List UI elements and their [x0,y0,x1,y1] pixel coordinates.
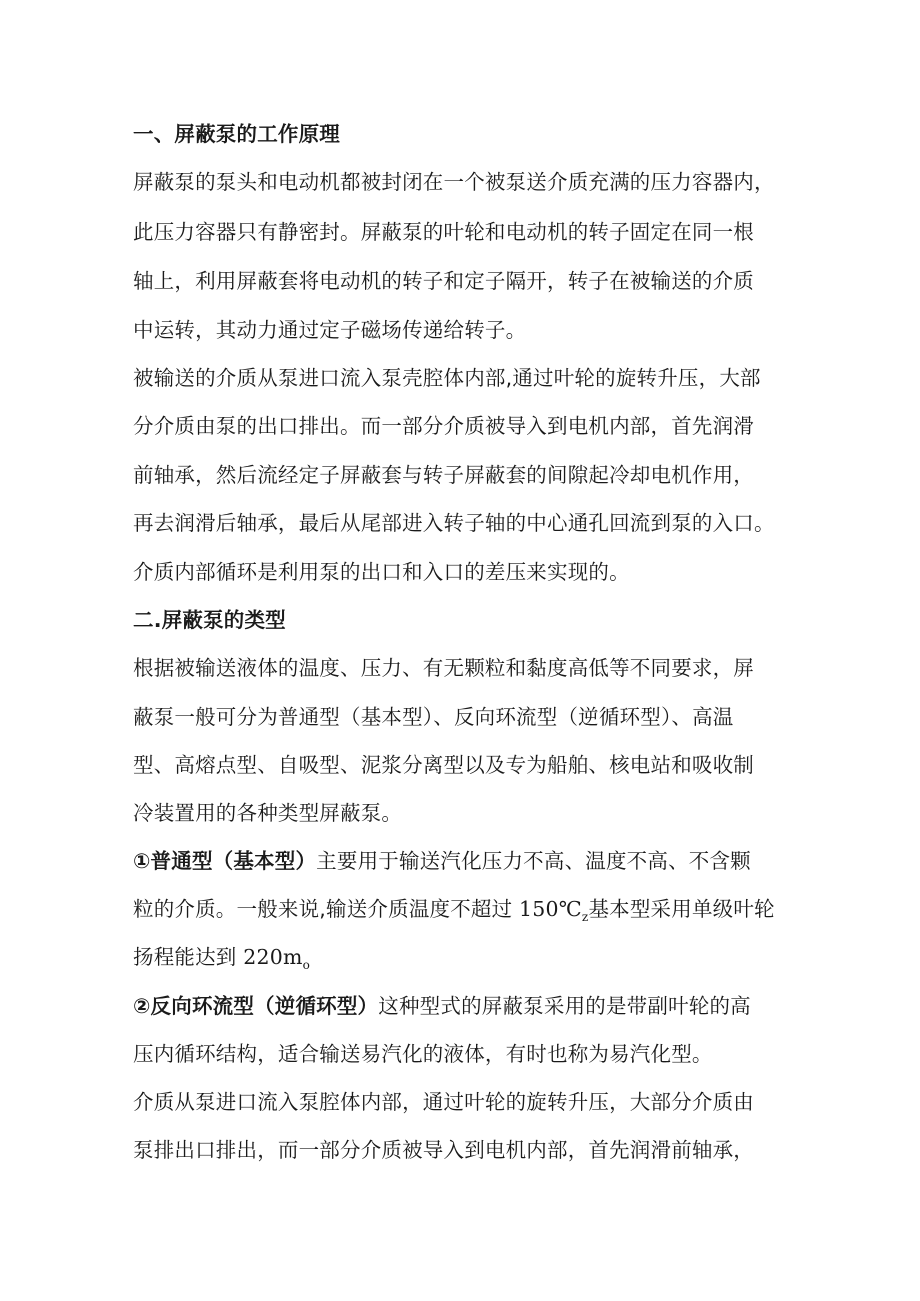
type-item-reverse [133,991,751,1021]
type-item-title: ②反向环流型（逆循环型） [133,994,379,1018]
paragraph-line: 蔽泵一般可分为普通型（基本型）、反向环流型（逆循环型）、高温 [133,705,734,729]
paragraph-line: 前轴承，然后流经定子屏蔽套与转子屏蔽套的间隙起冷却电机作用， [133,463,754,487]
paragraph-line: 中运转，其动力通过定子磁场传递给转子。 [133,318,527,342]
paragraph-line: 型、高熔点型、自吸型、泥浆分离型以及专为船舶、核电站和吸收制 [133,753,754,777]
text-run: 粒的介质。一般来说,输送介质温度不超过 [133,897,520,921]
subscript-mark: o [302,958,311,973]
type-item-text: 这种型式的屏蔽泵采用的是带副叶轮的高 [378,994,751,1018]
section2-heading: 二.屏蔽泵的类型 [133,608,286,632]
paragraph-line: 泵排出口排出，而一部分介质被导入到电机内部，首先润滑前轴承， [133,1138,754,1162]
paragraph-line: 轴上，利用屏蔽套将电动机的转子和定子隔开，转子在被输送的介质 [133,269,754,293]
paragraph-line: 分介质由泵的出口排出。而一部分介质被导入到电机内部，首先润滑 [133,414,754,438]
text-run: 扬程能达到 [133,945,244,969]
text-run: 基本型采用单级叶轮 [588,897,775,921]
paragraph-line: 冷装置用的各种类型屏蔽泵。 [133,801,403,825]
head-value: 220m [243,945,303,969]
paragraph-line: 被输送的介质从泵进口流入泵壳腔体内部,通过叶轮的旋转升压，大部 [133,366,761,390]
paragraph-line: 此压力容器只有静密封。屏蔽泵的叶轮和电动机的转子固定在同一根 [133,220,754,244]
paragraph-line [133,942,310,980]
paragraph-line: 屏蔽泵的泵头和电动机都被封闭在一个被泵送介质充满的压力容器内， [133,170,775,194]
paragraph-line: 再去润滑后轴承，最后从尾部进入转子轴的中心通孔回流到泵的入口。 [133,511,775,535]
type-item-title: ①普通型（基本型） [133,849,317,873]
paragraph-line: 根据被输送液体的温度、压力、有无颗粒和黏度高低等不同要求，屏 [133,656,754,680]
paragraph-line: 压内循环结构，适合输送易汽化的液体，有时也称为易汽化型。 [133,1042,713,1066]
paragraph-line [133,894,775,932]
paragraph-line: 介质从泵进口流入泵腔体内部，通过叶轮的旋转升压，大部分介质由 [133,1090,754,1114]
temperature-value: 150℃ [519,897,582,921]
type-item-text: 主要用于输送汽化压力不高、温度不高、不含颗 [316,849,751,873]
subscript-mark: z [581,910,589,925]
type-item-normal [133,846,751,876]
paragraph-line: 介质内部循环是利用泵的出口和入口的差压来实现的。 [133,560,630,584]
section1-heading: 一、屏蔽泵的工作原理 [133,122,340,146]
